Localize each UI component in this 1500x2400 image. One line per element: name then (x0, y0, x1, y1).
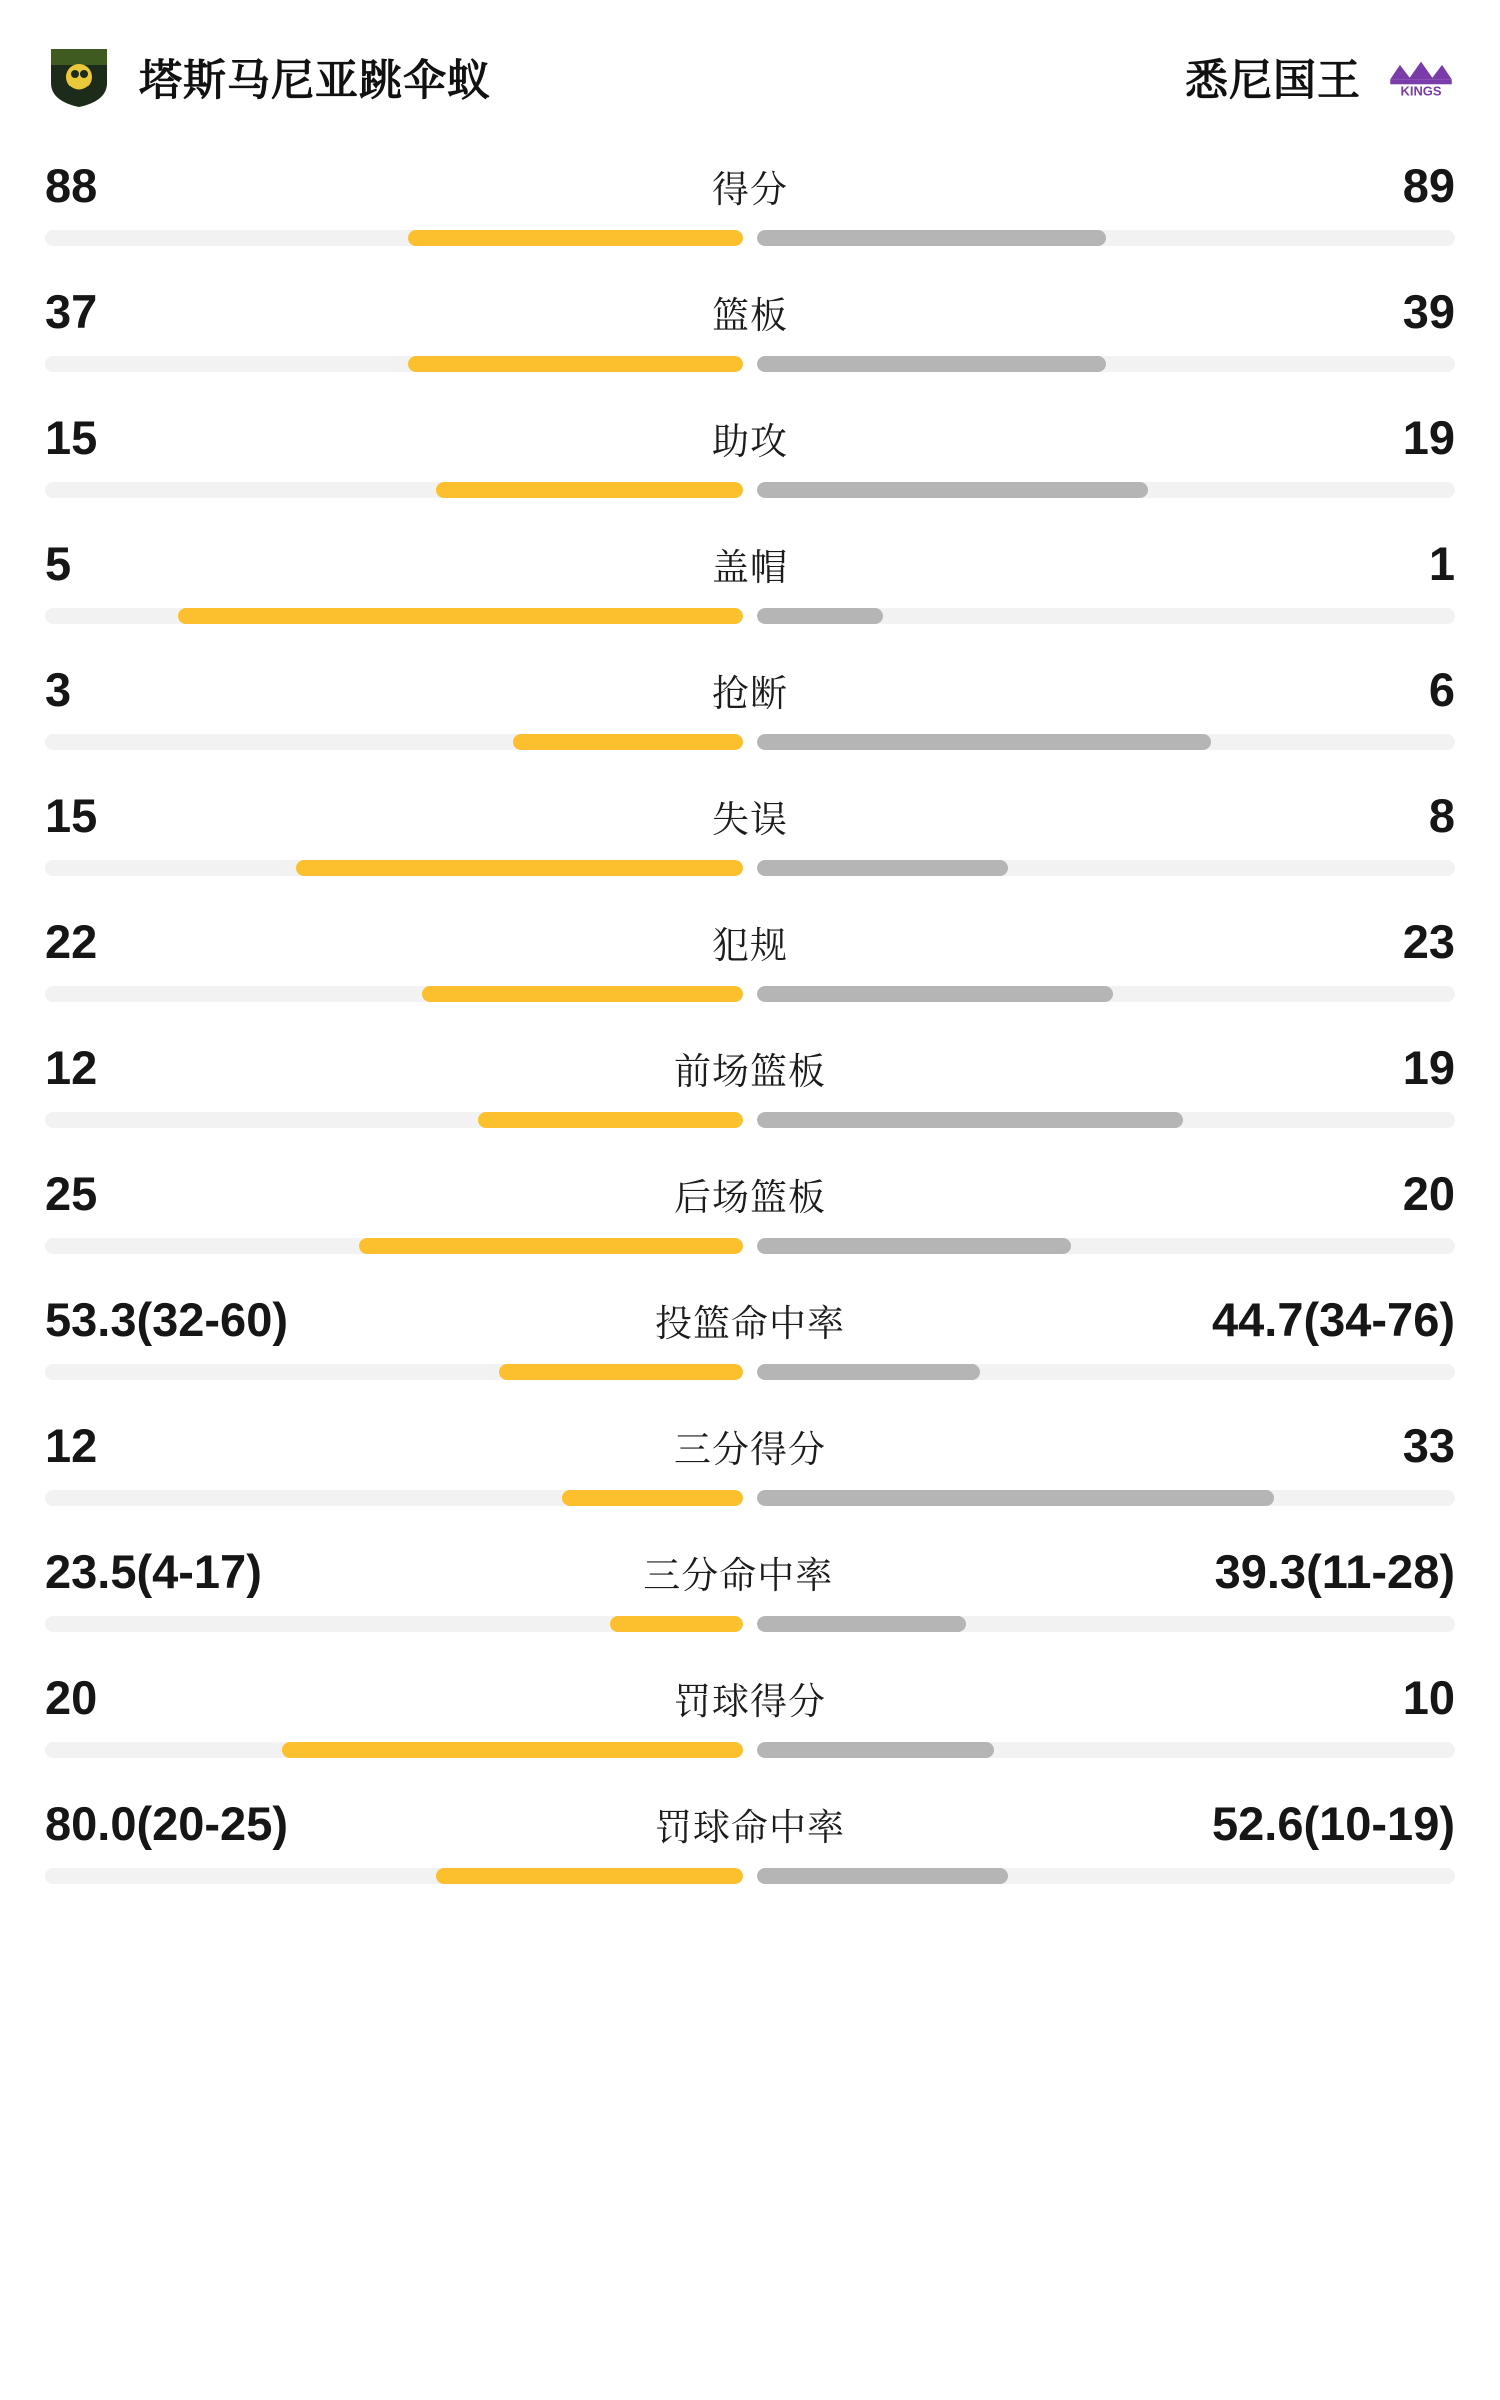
home-bar-track (45, 1364, 743, 1380)
away-bar-fill (757, 230, 1106, 246)
stat-row (45, 1282, 1455, 1380)
away-stat-value: 19 (1402, 411, 1455, 464)
away-bar-track (757, 860, 1455, 876)
svg-text:KINGS: KINGS (1400, 83, 1442, 99)
home-team[interactable] (45, 43, 491, 111)
stat-header (45, 914, 1455, 969)
stat-label: 犯规 (712, 925, 788, 966)
away-bar-track (757, 608, 1455, 624)
home-bar-track (45, 1868, 743, 1884)
away-bar-track (757, 230, 1455, 246)
stat-row (45, 1534, 1455, 1632)
away-bar-fill (757, 482, 1148, 498)
home-bar-fill (499, 1364, 743, 1380)
home-bar-fill (610, 1616, 743, 1632)
home-stat-value: 5 (45, 537, 72, 590)
home-bar-track (45, 1490, 743, 1506)
away-bar-track (757, 1616, 1455, 1632)
stat-bars (45, 860, 1455, 876)
stat-row (45, 1786, 1455, 1884)
stat-row (45, 274, 1455, 372)
home-bar-fill (422, 986, 743, 1002)
away-bar-track (757, 1742, 1455, 1758)
home-bar-fill (178, 608, 743, 624)
stat-label: 后场篮板 (674, 1177, 826, 1218)
stat-bars (45, 734, 1455, 750)
away-stat-value: 1 (1428, 537, 1455, 590)
stat-header (45, 662, 1455, 717)
home-bar-track (45, 230, 743, 246)
away-bar-track (757, 1490, 1455, 1506)
stat-header (45, 788, 1455, 843)
stat-header (45, 1166, 1455, 1221)
home-stat-value: 15 (45, 411, 98, 464)
home-bar-fill (296, 860, 743, 876)
away-stat-value: 6 (1428, 663, 1455, 716)
away-bar-track (757, 1364, 1455, 1380)
stat-label: 抢断 (712, 673, 788, 714)
away-bar-fill (757, 1616, 966, 1632)
stat-label: 三分得分 (674, 1429, 826, 1470)
home-bar-fill (282, 1742, 743, 1758)
away-bar-track (757, 1868, 1455, 1884)
away-stat-value: 39 (1402, 285, 1455, 338)
home-bar-track (45, 356, 743, 372)
away-bar-fill (757, 1868, 1008, 1884)
stat-bars (45, 1238, 1455, 1254)
away-bar-track (757, 734, 1455, 750)
stat-bars (45, 1616, 1455, 1632)
away-bar-track (757, 356, 1455, 372)
home-bar-fill (408, 356, 743, 372)
home-bar-track (45, 734, 743, 750)
home-bar-track (45, 986, 743, 1002)
away-stat-value: 8 (1428, 789, 1455, 842)
away-stat-value: 44.7(34-76) (1212, 1293, 1455, 1346)
away-bar-fill (757, 986, 1113, 1002)
stat-header (45, 1292, 1455, 1347)
stat-label: 投篮命中率 (655, 1303, 845, 1344)
stat-bars (45, 1112, 1455, 1128)
stat-row (45, 148, 1455, 246)
away-bar-track (757, 986, 1455, 1002)
away-bar-fill (757, 1112, 1183, 1128)
stat-row (45, 526, 1455, 624)
stat-label: 盖帽 (712, 547, 788, 588)
stat-label: 得分 (712, 169, 788, 210)
home-bar-fill (562, 1490, 743, 1506)
home-bar-track (45, 608, 743, 624)
stat-header (45, 158, 1455, 213)
away-bar-track (757, 1112, 1455, 1128)
stat-label: 篮板 (712, 295, 788, 336)
home-team-name: 塔斯马尼亚跳伞蚁 (139, 56, 491, 105)
kings-logo-icon (1387, 43, 1455, 111)
stat-header (45, 1040, 1455, 1095)
stat-row (45, 1030, 1455, 1128)
jackjumpers-logo-icon (45, 43, 113, 111)
home-bar-fill (408, 230, 743, 246)
home-stat-value: 12 (45, 1041, 98, 1094)
home-stat-value: 80.0(20-25) (45, 1797, 288, 1850)
home-stat-value: 53.3(32-60) (45, 1293, 288, 1346)
stat-row (45, 1660, 1455, 1758)
home-stat-value: 3 (45, 663, 72, 716)
home-bar-fill (436, 1868, 743, 1884)
stat-header (45, 1544, 1455, 1599)
home-bar-track (45, 1112, 743, 1128)
stat-label: 罚球得分 (674, 1681, 826, 1722)
away-stat-value: 10 (1402, 1671, 1455, 1724)
stat-row (45, 1156, 1455, 1254)
home-bar-track (45, 482, 743, 498)
away-bar-fill (757, 356, 1106, 372)
stat-header (45, 1670, 1455, 1725)
stat-row (45, 400, 1455, 498)
teams-header (45, 0, 1455, 148)
stat-label: 失误 (712, 799, 788, 840)
stat-row (45, 1408, 1455, 1506)
stat-bars (45, 986, 1455, 1002)
away-stat-value: 33 (1402, 1419, 1455, 1472)
stat-bars (45, 608, 1455, 624)
stat-bars (45, 356, 1455, 372)
stat-label: 罚球命中率 (655, 1807, 845, 1848)
stat-bars (45, 482, 1455, 498)
stat-label: 三分命中率 (643, 1555, 834, 1596)
home-bar-fill (513, 734, 743, 750)
away-bar-fill (757, 1238, 1071, 1254)
stat-bars (45, 1742, 1455, 1758)
home-stat-value: 25 (45, 1167, 98, 1220)
home-bar-track (45, 860, 743, 876)
away-bar-fill (757, 1364, 980, 1380)
stat-bars (45, 1490, 1455, 1506)
stat-header (45, 536, 1455, 591)
stat-header (45, 1796, 1455, 1851)
away-bar-track (757, 482, 1455, 498)
home-stat-value: 12 (45, 1419, 98, 1472)
stat-header (45, 284, 1455, 339)
away-bar-fill (757, 1742, 994, 1758)
stat-row (45, 904, 1455, 1002)
stat-header (45, 1418, 1455, 1473)
home-stat-value: 37 (45, 285, 98, 338)
home-stat-value: 22 (45, 915, 98, 968)
home-bar-fill (436, 482, 743, 498)
away-stat-value: 89 (1402, 159, 1455, 212)
away-stat-value: 20 (1402, 1167, 1455, 1220)
home-stat-value: 15 (45, 789, 98, 842)
away-bar-fill (757, 734, 1211, 750)
stat-header (45, 410, 1455, 465)
home-bar-fill (359, 1238, 743, 1254)
home-stat-value: 23.5(4-17) (45, 1545, 262, 1598)
home-stat-value: 20 (45, 1671, 98, 1724)
away-bar-fill (757, 860, 1008, 876)
stats-list (45, 148, 1455, 1912)
away-stat-value: 52.6(10-19) (1212, 1797, 1455, 1850)
home-bar-fill (478, 1112, 743, 1128)
stat-bars (45, 1364, 1455, 1380)
stat-bars (45, 1868, 1455, 1884)
away-bar-fill (757, 608, 883, 624)
stat-label: 前场篮板 (674, 1051, 826, 1092)
away-team-name: 悉尼国王 (1185, 56, 1361, 105)
away-team[interactable] (1185, 43, 1455, 111)
away-stat-value: 23 (1402, 915, 1455, 968)
away-stat-value: 19 (1402, 1041, 1455, 1094)
stat-row (45, 778, 1455, 876)
away-bar-fill (757, 1490, 1274, 1506)
home-bar-track (45, 1616, 743, 1632)
stat-row (45, 652, 1455, 750)
home-bar-track (45, 1238, 743, 1254)
stat-bars (45, 230, 1455, 246)
home-stat-value: 88 (45, 159, 98, 212)
away-bar-track (757, 1238, 1455, 1254)
home-bar-track (45, 1742, 743, 1758)
stat-label: 助攻 (712, 421, 788, 462)
away-stat-value: 39.3(11-28) (1214, 1545, 1455, 1598)
